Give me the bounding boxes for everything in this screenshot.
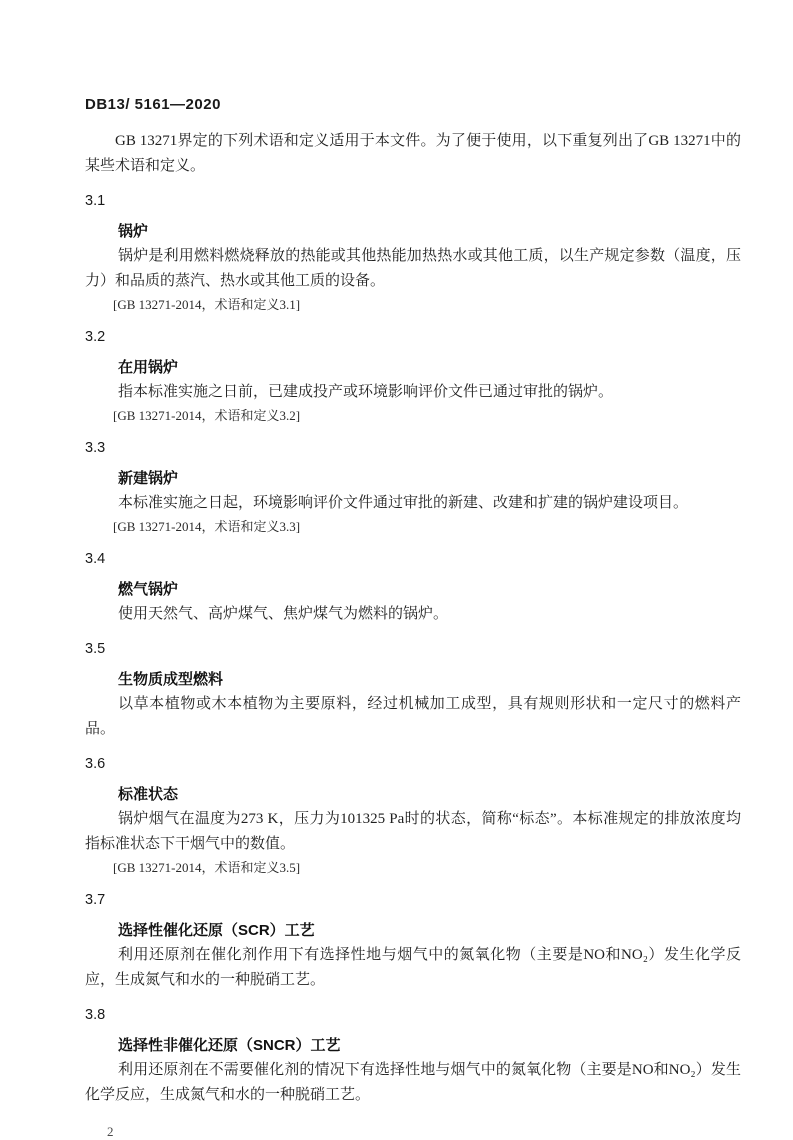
source-reference: [GB 13271-2014，术语和定义3.3]	[113, 519, 301, 534]
section-number: 3.5	[85, 641, 106, 657]
source-reference: [GB 13271-2014，术语和定义3.1]	[113, 297, 301, 312]
term-heading: 锅炉	[118, 223, 149, 240]
term-definition: 使用天然气、高炉煤气、焦炉煤气为燃料的锅炉。	[118, 606, 449, 622]
source-reference: [GB 13271-2014，术语和定义3.5]	[113, 860, 301, 875]
section-3-2	[85, 325, 741, 426]
section-3-5	[85, 637, 741, 742]
term-definition: 本标准实施之日起，环境影响评价文件通过审批的新建、改建和扩建的锅炉建设项目。	[118, 495, 689, 511]
source-reference: [GB 13271-2014，术语和定义3.2]	[113, 408, 301, 423]
term-heading: 选择性催化还原（SCR）工艺	[118, 922, 315, 939]
term-definition: 锅炉烟气在温度为273 K，压力为101325 Pa时的状态，简称“标态”。本标准规定的排放浓度均指标准状态下干烟气中的数值。	[85, 811, 741, 852]
section-number: 3.3	[85, 440, 106, 456]
section-number: 3.7	[85, 892, 106, 908]
term-heading: 标准状态	[118, 786, 179, 803]
section-3-8	[85, 1003, 741, 1108]
section-3-7	[85, 888, 741, 993]
term-heading: 选择性非催化还原（SNCR）工艺	[118, 1037, 341, 1054]
section-3-1	[85, 189, 741, 315]
section-number: 3.6	[85, 756, 106, 772]
section-number: 3.4	[85, 551, 106, 567]
document-code-header: DB13/ 5161—2020	[85, 96, 221, 113]
term-heading: 新建锅炉	[118, 470, 179, 487]
section-number: 3.8	[85, 1007, 106, 1023]
term-definition: 以草本植物或木本植物为主要原料，经过机械加工成型，具有规则形状和一定尺寸的燃料产品。	[85, 696, 741, 737]
term-heading: 生物质成型燃料	[118, 671, 224, 688]
intro-paragraph: GB 13271界定的下列术语和定义适用于本文件。为了便于使用，以下重复列出了GB 13271中的某些术语和定义。	[85, 133, 741, 174]
section-3-6	[85, 752, 741, 878]
section-number: 3.2	[85, 329, 106, 345]
section-3-3	[85, 436, 741, 537]
term-definition: 利用还原剂在催化剂作用下有选择性地与烟气中的氮氧化物（主要是NO和NO₂）发生化学反应，生成氮气和水的一种脱硝工艺。	[85, 947, 741, 988]
section-3-4	[85, 547, 741, 627]
term-definition: 指本标准实施之日前，已建成投产或环境影响评价文件已通过审批的锅炉。	[118, 384, 614, 400]
term-definition: 利用还原剂在不需要催化剂的情况下有选择性地与烟气中的氮氧化物（主要是NO和NO₂）发生化学反应，生成氮气和水的一种脱硝工艺。	[85, 1062, 741, 1103]
term-heading: 在用锅炉	[118, 359, 179, 376]
term-definition: 锅炉是利用燃料燃烧释放的热能或其他热能加热热水或其他工质，以生产规定参数（温度，压力）和品质的蒸汽、热水或其他工质的设备。	[85, 248, 741, 289]
page-number: 2	[107, 1124, 114, 1139]
section-number: 3.1	[85, 193, 106, 209]
term-heading: 燃气锅炉	[118, 581, 179, 598]
